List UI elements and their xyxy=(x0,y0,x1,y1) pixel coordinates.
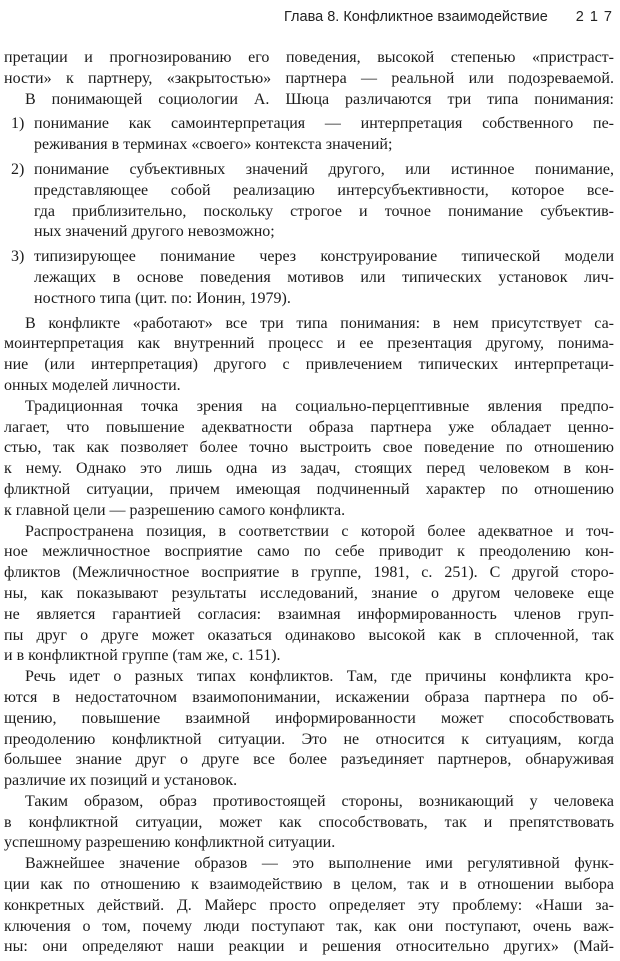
text-line: не является гарантией согласия: взаимная информированность членов груп- xyxy=(4,605,614,623)
text-line: гда приблизительно, поскольку строгое и точное понимание субъектив- xyxy=(34,202,614,220)
text-line: Таким образом, образ противостоящей стороны, возникающий у человека xyxy=(25,792,614,810)
paragraph xyxy=(4,854,614,958)
text-line: к нему. Однако это лишь одна из задач, стоящих перед человеком в кон- xyxy=(4,460,614,478)
paragraph xyxy=(4,522,614,668)
text-line: моинтерпретация как внутренний процесс и ее презентация другому, понима- xyxy=(4,335,614,353)
text-line: представляющее собой реализацию интерсубъективности, которое все- xyxy=(34,181,614,199)
text-line: претации и прогнозированию его поведения, высокой степенью «пристраст- xyxy=(4,49,614,66)
text-line: Речь идет о разных типах конфликтов. Там, где причины конфликта кро- xyxy=(25,668,614,686)
text-line: реживания в терминах «своего» контекста значений; xyxy=(34,136,393,154)
text-line: ны: они определяют наши реакции и решения относительно других» (Май- xyxy=(4,938,614,956)
list-item xyxy=(4,160,614,243)
text-line: пы друг о друге может оказаться одинаково высокой как в сплоченной, так xyxy=(4,626,614,644)
text-line: ние (или интерпретация) другого с привлечением типических интерпретаци- xyxy=(4,356,614,374)
text-line: онных моделей личности. xyxy=(4,376,181,394)
text-line: ности» к партнеру, «закрытостью» партнера — реальной или подозреваемой. xyxy=(4,69,614,87)
text-line: различие их позиций и установок. xyxy=(4,772,238,790)
chapter-title: Глава 8. Конфликтное взаимодействие xyxy=(284,9,548,25)
text-line: большее знание друг о друге все более разъединяет партнеров, обнаруживая xyxy=(4,751,614,769)
text-line: фликтной ситуации, причем имеющая подчиненный характер по отношению xyxy=(4,480,614,498)
text-line: ции как по отношению к взаимодействию в целом, так и в отношении выбора xyxy=(4,876,614,894)
text-line: ное межличностное восприятие само по себе приводит к преодолению кон- xyxy=(4,543,614,561)
paragraph xyxy=(4,792,614,854)
list-item-marker: 1) xyxy=(11,115,25,133)
list-item xyxy=(4,114,614,156)
text-line: лежащих в основе поведения мотивов или типических установок лич- xyxy=(34,268,614,286)
text-line: щению, повышение взаимной информированности может способствовать xyxy=(4,709,614,727)
running-head xyxy=(4,9,618,26)
paragraph xyxy=(4,314,614,397)
text-line: В понимающей социологии А. Шюца различаются три типа понимания: xyxy=(25,90,614,108)
text-line: успешному разрешению конфликтной ситуации. xyxy=(4,834,336,852)
text-line: понимание субъективных значений другого, или истинное понимание, xyxy=(34,160,614,178)
paragraph xyxy=(4,90,614,111)
text-line: понимание как самоинтерпретация — интерпретация собственного пе- xyxy=(34,115,614,133)
paragraph xyxy=(4,667,614,792)
text-line: Распространена позиция, в соответствии с которой более адекватное и точ- xyxy=(25,522,614,540)
page-number: 217 xyxy=(575,9,618,25)
text-line: фликтов (Межличностное восприятие в группе, 1981, с. 251). С другой сторо- xyxy=(4,564,614,582)
text-line: ностного типа (цит. по: Ионин, 1979). xyxy=(34,289,291,307)
text-line: лагает, что повышение адекватности образа партнера уже обладает ценно- xyxy=(4,418,614,436)
text-line: ются в недостаточном взаимопонимании, искажении образа партнера по об- xyxy=(4,688,614,706)
text-line: конкретных действий. Д. Майерс просто определяет эту проблему: «Наши за- xyxy=(4,896,614,914)
text-line: В конфликте «работают» все три типа понимания: в нем присутствует са- xyxy=(25,314,614,332)
text-line: стью, так как позволяет более точно выстроить свое поведение по отношению xyxy=(4,439,614,457)
paragraph xyxy=(4,48,614,90)
list-item-marker: 2) xyxy=(11,160,25,178)
list-item xyxy=(4,247,614,309)
list-item-marker: 3) xyxy=(11,248,25,266)
text-line: типизирующее понимание через конструирование типической модели xyxy=(34,248,614,266)
text-line: ключения о том, почему люди поступают так, как они поступают, очень важ- xyxy=(4,917,614,935)
text-line: Традиционная точка зрения на социально-перцептивные явления предпо- xyxy=(25,397,614,415)
text-line: ных значений другого невозможно; xyxy=(34,223,275,241)
paragraph xyxy=(4,397,614,522)
text-line: и в конфликтной группе (там же, с. 151). xyxy=(4,647,281,665)
text-line: преодолению конфликтной ситуации. Это не относится к ситуациям, когда xyxy=(4,730,614,748)
text-line: Важнейшее значение образов — это выполнение ими регулятивной функ- xyxy=(25,855,614,873)
text-line: в конфликтной ситуации, может как способствовать, так и препятствовать xyxy=(4,813,614,831)
text-line: к главной цели — разрешению самого конфликта. xyxy=(4,501,346,519)
page-body xyxy=(4,48,614,958)
text-line: ны, как показывают результаты исследований, знание о другом человеке еще xyxy=(4,584,614,602)
